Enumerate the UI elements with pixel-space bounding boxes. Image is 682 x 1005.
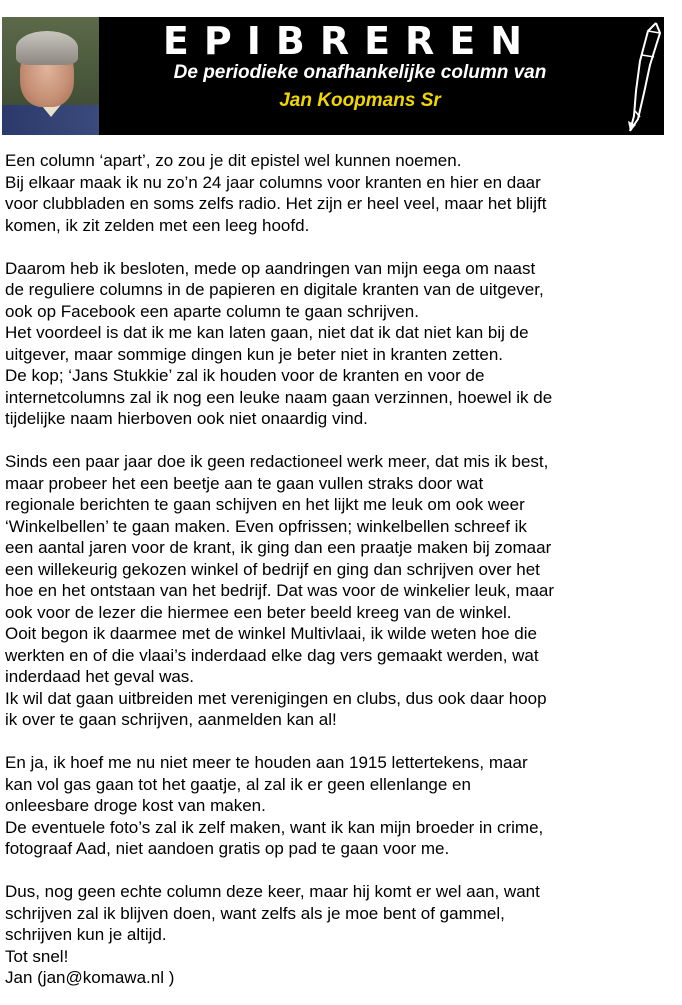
article-line: De eventuele foto’s zal ik zelf maken, want ik kan mijn broeder in crime, <box>5 817 544 837</box>
paragraph-gap <box>5 731 677 753</box>
author-photo <box>2 17 99 135</box>
paragraph-gap <box>5 860 677 882</box>
paragraph-gap <box>5 430 677 452</box>
fountain-pen-icon <box>626 21 662 133</box>
article-line: tijdelijke naam hierboven ook niet onaardig vind. <box>5 409 368 428</box>
article-line: Een column ‘apart’, zo zou je dit epistel wel kunnen noemen. <box>5 151 462 170</box>
author-photo-hair <box>16 31 78 65</box>
article-line: maar probeer het een beetje aan te gaan vullen straks door wat <box>5 473 484 493</box>
article-line: internetcolumns zal ik nog een leuke naam gaan verzinnen, hoewel ik de <box>5 387 553 407</box>
article-line: hoe en het ontstaan van het bedrijf. Dat was voor de winkelier leuk, maar <box>5 581 555 600</box>
article-line: voor clubbladen en soms zelfs radio. Het zijn er heel veel, maar het blijft <box>5 194 547 213</box>
article-line: schrijven kun je altijd. <box>5 925 167 944</box>
article-line: De kop; ‘Jans Stukkie’ zal ik houden voor de kranten en voor de <box>5 366 485 385</box>
article-line: kan vol gas gaan tot het gaatje, al zal ik er geen ellenlange en <box>5 774 471 794</box>
article-line: regionale berichten te gaan schijven en het lijkt me leuk om ook weer <box>5 495 525 514</box>
article-line: ik over te gaan schrijven, aanmelden kan al! <box>5 710 337 729</box>
article-line: Daarom heb ik besloten, mede op aandringen van mijn eega om naast <box>5 258 536 278</box>
column-author: Jan Koopmans Sr <box>279 90 441 111</box>
column-article <box>5 150 677 989</box>
article-line: fotograaf Aad, niet aandoen gratis op pad te gaan voor me. <box>5 839 450 858</box>
column-title: EPIBREREN <box>162 19 538 63</box>
article-line: uitgever, maar sommige dingen kun je beter niet in kranten zetten. <box>5 344 504 364</box>
article-line: ook voor de lezer die hiermee een beter beeld kreeg van de winkel. <box>5 602 512 622</box>
article-line: werkten en of die vlaai’s inderdaad elke dag vers gemaakt werden, wat <box>5 645 539 665</box>
header-banner <box>2 17 664 135</box>
article-line: Ooit begon ik daarmee met de winkel Multivlaai, ik wilde weten hoe die <box>5 624 537 643</box>
article-line: Jan (jan@komawa.nl ) <box>5 968 175 987</box>
article-line: een willekeurig gekozen winkel of bedrijf en ging dan schrijven over het <box>5 559 540 579</box>
article-line: Het voordeel is dat ik me kan laten gaan, niet dat ik dat niet kan bij de <box>5 323 529 342</box>
article-line: komen, ik zit zelden met een leeg hoofd. <box>5 215 310 235</box>
article-line: Bij elkaar maak ik nu zo’n 24 jaar columns voor kranten en hier en daar <box>5 172 541 192</box>
article-line: schrijven zal ik blijven doen, want zelfs als je moe bent of gammel, <box>5 903 505 923</box>
article-line: ‘Winkelbellen’ te gaan maken. Even opfrissen; winkelbellen schreef ik <box>5 516 527 536</box>
article-line: Ik wil dat gaan uitbreiden met verenigingen en clubs, dus ook daar hoop <box>5 688 547 708</box>
article-line: Sinds een paar jaar doe ik geen redactioneel werk meer, dat mis ik best, <box>5 452 549 471</box>
article-line: Tot snel! <box>5 946 69 966</box>
column-subtitle: De periodieke onafhankelijke column van <box>173 62 547 83</box>
article-line: onleesbare droge kost van maken. <box>5 796 266 815</box>
article-line: een aantal jaren voor de krant, ik ging dan een praatje maken bij zomaar <box>5 538 552 557</box>
article-line: Dus, nog geen echte column deze keer, maar hij komt er wel aan, want <box>5 882 540 901</box>
article-line: ook op Facebook een aparte column te gaan schrijven. <box>5 301 419 321</box>
article-line: inderdaad het geval was. <box>5 667 195 686</box>
article-line: de reguliere columns in de papieren en digitale kranten van de uitgever, <box>5 280 544 299</box>
paragraph-gap <box>5 236 677 258</box>
article-line: En ja, ik hoef me nu niet meer te houden aan 1915 lettertekens, maar <box>5 753 528 772</box>
